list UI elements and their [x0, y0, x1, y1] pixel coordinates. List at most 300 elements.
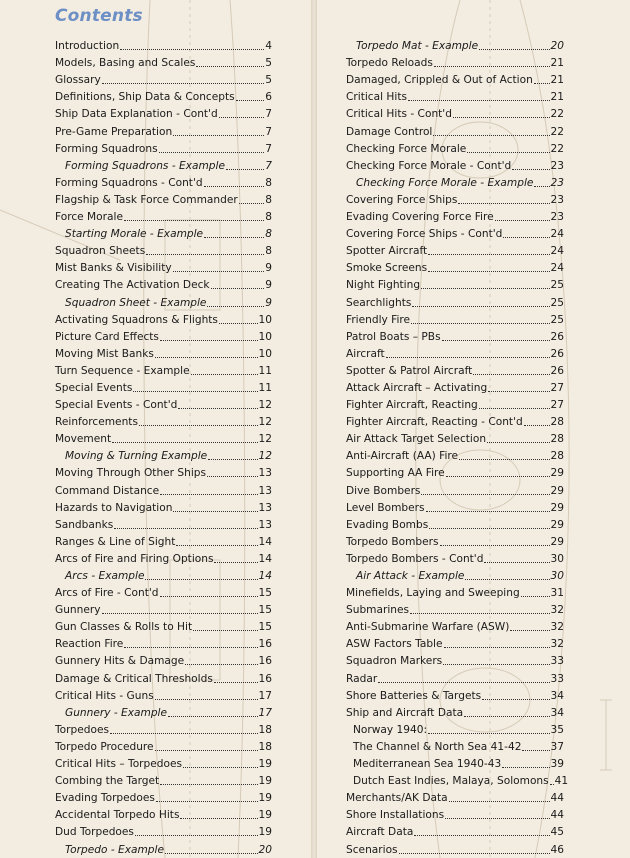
toc-entry[interactable] [55, 378, 272, 395]
toc-entry-title: Forming Squadrons - Example [65, 159, 225, 172]
toc-entry-page: 14 [258, 535, 272, 548]
toc-entry[interactable] [55, 463, 272, 480]
toc-entry-page: 34 [550, 689, 564, 702]
toc-entry-title: Supporting AA Fire [346, 467, 445, 480]
toc-entry-page: 15 [258, 587, 272, 600]
toc-entry-title: Mist Banks & Visibility [55, 262, 172, 275]
toc-entry-title: Critical Hits - Guns [55, 689, 154, 702]
dot-leader [160, 595, 258, 597]
toc-entry[interactable] [55, 839, 272, 856]
toc-entry-page: 14 [258, 570, 272, 582]
toc-entry[interactable] [55, 121, 272, 138]
toc-entry-title: Shore Batteries & Targets [346, 689, 482, 702]
toc-entry-page: 22 [550, 142, 564, 155]
toc-entry[interactable] [55, 480, 272, 497]
toc-entry-title: Critical Hits – Torpedoes [55, 758, 183, 771]
dot-leader [473, 373, 549, 375]
toc-entry[interactable] [346, 515, 564, 532]
toc-entry[interactable] [55, 566, 272, 583]
dot-leader [165, 852, 258, 854]
toc-entry[interactable] [55, 344, 272, 361]
dot-leader [135, 834, 258, 836]
toc-entry-title: Critical Hits [346, 91, 408, 104]
toc-entry[interactable] [55, 532, 272, 549]
toc-entry-page: 26 [550, 347, 564, 360]
toc-entry[interactable] [346, 173, 564, 190]
dot-leader [433, 134, 549, 136]
toc-entry[interactable] [346, 446, 564, 463]
dot-leader [502, 766, 549, 768]
toc-entry-title: Special Events - Cont'd [55, 399, 178, 412]
toc-entry[interactable] [346, 754, 564, 771]
toc-entry-page: 19 [258, 792, 272, 805]
toc-entry-title: Checking Force Morale - Cont'd [346, 159, 512, 172]
toc-entry[interactable] [55, 737, 272, 754]
toc-entry-page: 23 [550, 176, 564, 189]
dot-leader [495, 219, 550, 221]
dot-leader [488, 390, 549, 392]
dot-leader [207, 305, 264, 307]
toc-entry[interactable] [346, 651, 564, 668]
toc-entry-page: 28 [550, 450, 564, 463]
toc-entry-title: Torpedo Bombers [346, 535, 439, 548]
toc-entry[interactable] [55, 634, 272, 651]
toc-entry[interactable] [346, 617, 564, 634]
dot-leader [102, 82, 264, 84]
toc-entry-title: Arcs of Fire - Cont'd [55, 587, 159, 600]
toc-entry[interactable] [55, 446, 272, 463]
toc-entry-title: Force Morale [55, 211, 123, 224]
dot-leader [160, 493, 257, 495]
toc-entry[interactable] [55, 583, 272, 600]
toc-entry-title: Torpedo Bombers - Cont'd [346, 552, 484, 565]
toc-entry[interactable] [346, 121, 564, 138]
dot-leader [444, 646, 550, 648]
toc-entry-page: 15 [258, 604, 272, 617]
toc-entry[interactable] [346, 310, 564, 327]
toc-entry[interactable] [55, 651, 272, 668]
toc-entry[interactable] [55, 754, 272, 771]
toc-entry-title: Command Distance [55, 484, 160, 497]
dot-leader [426, 510, 550, 512]
toc-entry-page: 27 [550, 399, 564, 412]
toc-entry[interactable] [346, 241, 564, 258]
dot-leader [524, 424, 550, 426]
toc-entry-page: 19 [258, 826, 272, 839]
toc-entry[interactable] [346, 822, 564, 839]
dot-leader [155, 749, 258, 751]
toc-entry-title: The Channel & North Sea 41-42 [353, 740, 522, 753]
toc-entry-page: 44 [550, 809, 564, 822]
toc-entry[interactable] [346, 412, 564, 429]
toc-entry[interactable] [346, 207, 564, 224]
toc-entry-page: 25 [550, 279, 564, 292]
toc-entry-page: 8 [265, 211, 272, 224]
toc-entry-page: 13 [258, 501, 272, 514]
toc-entry[interactable] [346, 703, 564, 720]
toc-entry[interactable] [346, 292, 564, 309]
dot-leader [173, 134, 264, 136]
toc-entry-page: 22 [550, 125, 564, 138]
dot-leader [219, 116, 265, 118]
toc-entry[interactable] [55, 156, 272, 173]
toc-entry[interactable] [346, 344, 564, 361]
toc-entry[interactable] [346, 139, 564, 156]
toc-entry-title: Covering Force Ships - Cont'd [346, 228, 503, 241]
dot-leader [173, 270, 265, 272]
toc-entry-page: 17 [258, 689, 272, 702]
toc-entry-title: Glossary [55, 74, 101, 87]
dot-leader [399, 852, 550, 854]
toc-entry-page: 32 [550, 638, 564, 651]
toc-entry[interactable] [55, 703, 272, 720]
toc-entry-page: 14 [258, 552, 272, 565]
toc-entry-title: Ship and Aircraft Data [346, 706, 464, 719]
toc-entry-page: 39 [550, 758, 564, 771]
dot-leader [445, 817, 549, 819]
toc-entry[interactable] [346, 686, 564, 703]
toc-entry-title: Evading Bombs [346, 518, 429, 531]
toc-entry-page: 35 [550, 723, 564, 736]
toc-entry-page: 33 [550, 655, 564, 668]
toc-entry-page: 19 [258, 758, 272, 771]
toc-entry[interactable] [346, 480, 564, 497]
dot-leader [421, 287, 549, 289]
toc-entry-page: 12 [258, 399, 272, 412]
toc-entry-page: 9 [265, 296, 272, 309]
toc-entry-title: Activating Squadrons & Flights [55, 313, 218, 326]
toc-entry-page: 20 [258, 843, 272, 856]
toc-entry-title: Torpedoes [55, 723, 109, 736]
toc-entry-title: Checking Force Morale [346, 142, 467, 155]
toc-entry[interactable] [346, 258, 564, 275]
toc-entry-title: Anti-Aircraft (AA) Fire [346, 450, 459, 463]
dot-leader [465, 578, 549, 580]
toc-entry-page: 12 [258, 433, 272, 446]
toc-entry-title: Gunnery [55, 604, 101, 617]
dot-leader [204, 185, 265, 187]
toc-entry-title: Dutch East Indies, Malaya, Solomons [353, 775, 549, 788]
toc-entry-title: Radar [346, 672, 378, 685]
toc-entry-title: Covering Force Ships [346, 193, 458, 206]
toc-entry[interactable] [55, 617, 272, 634]
dot-leader [459, 458, 549, 460]
toc-entry-title: Merchants/AK Data [346, 792, 448, 805]
dot-leader [193, 629, 257, 631]
toc-entry-page: 13 [258, 467, 272, 480]
toc-entry-page: 7 [265, 142, 272, 155]
toc-entry-title: Smoke Screens [346, 262, 428, 275]
toc-entry[interactable] [55, 104, 272, 121]
toc-entry-title: Gunnery Hits & Damage [55, 655, 185, 668]
toc-entry-title: Fighter Aircraft, Reacting - Cont'd [346, 416, 523, 429]
toc-entry-title: Ranges & Line of Sight [55, 535, 176, 548]
dot-leader [180, 817, 257, 819]
toc-entry[interactable] [346, 87, 564, 104]
toc-entry[interactable] [55, 788, 272, 805]
dot-leader [534, 185, 549, 187]
toc-entry-page: 19 [258, 775, 272, 788]
toc-entry-title: Moving Through Other Ships [55, 467, 207, 480]
toc-entry-page: 13 [258, 518, 272, 531]
toc-entry[interactable] [55, 53, 272, 70]
dot-leader [176, 544, 257, 546]
toc-entry[interactable] [346, 720, 564, 737]
toc-entry-page: 46 [550, 843, 564, 856]
toc-entry-title: Picture Card Effects [55, 330, 159, 343]
toc-entry[interactable] [346, 378, 564, 395]
toc-entry[interactable] [55, 822, 272, 839]
toc-entry[interactable] [346, 532, 564, 549]
toc-entry-title: Gunnery - Example [65, 706, 168, 719]
toc-entry-page: 15 [258, 621, 272, 634]
dot-leader [479, 48, 549, 50]
toc-entry-title: Torpedo Procedure [55, 740, 154, 753]
toc-entry[interactable] [55, 668, 272, 685]
dot-leader [145, 578, 257, 580]
dot-leader [512, 168, 549, 170]
toc-entry[interactable] [55, 771, 272, 788]
dot-leader [226, 168, 264, 170]
dot-leader [428, 270, 549, 272]
toc-entry[interactable] [346, 36, 564, 53]
toc-entry[interactable] [55, 173, 272, 190]
toc-entry[interactable] [55, 275, 272, 292]
toc-entry[interactable] [346, 583, 564, 600]
toc-entry-title: Searchlights [346, 296, 412, 309]
dot-leader [178, 407, 257, 409]
toc-entry-title: Arcs - Example [65, 570, 145, 582]
toc-entry[interactable] [55, 327, 272, 344]
dot-leader [412, 305, 549, 307]
toc-entry[interactable] [346, 805, 564, 822]
toc-entry[interactable] [346, 327, 564, 344]
dot-leader [133, 390, 257, 392]
toc-entry[interactable] [55, 70, 272, 87]
toc-entry[interactable] [346, 549, 564, 566]
toc-entry-title: Accidental Torpedo Hits [55, 809, 180, 822]
toc-entry-page: 12 [258, 416, 272, 429]
dot-leader [173, 510, 257, 512]
dot-leader [114, 527, 257, 529]
toc-entry-page: 11 [258, 381, 272, 394]
toc-entry[interactable] [55, 87, 272, 104]
toc-entry-title: Sandbanks [55, 518, 114, 531]
dot-leader [124, 646, 257, 648]
toc-entry[interactable] [55, 395, 272, 412]
toc-entry-page: 37 [550, 740, 564, 753]
toc-entry[interactable] [55, 207, 272, 224]
toc-entry[interactable] [55, 549, 272, 566]
toc-entry-page: 24 [550, 228, 564, 241]
toc-entry-page: 8 [265, 193, 272, 206]
toc-entry[interactable] [346, 771, 569, 788]
toc-entry-title: Special Events [55, 381, 133, 394]
toc-entry-page: 9 [265, 262, 272, 275]
toc-entry[interactable] [346, 463, 564, 480]
toc-entry-page: 30 [550, 552, 564, 565]
toc-entry-page: 34 [550, 706, 564, 719]
toc-entry-title: Evading Covering Force Fire [346, 211, 494, 224]
toc-entry[interactable] [55, 686, 272, 703]
toc-entry-title: Checking Force Morale - Example [356, 176, 534, 189]
dot-leader [191, 373, 258, 375]
toc-entry-title: Spotter Aircraft [346, 245, 428, 258]
toc-entry[interactable] [346, 737, 564, 754]
toc-entry-title: Pre-Game Preparation [55, 125, 173, 138]
dot-leader [434, 65, 550, 67]
toc-entry-page: 24 [550, 262, 564, 275]
toc-entry-page: 23 [550, 211, 564, 224]
toc-entry-title: Dud Torpedoes [55, 826, 134, 839]
toc-entry[interactable] [346, 361, 564, 378]
toc-entry-title: Hazards to Navigation [55, 501, 173, 514]
dot-leader [146, 253, 264, 255]
toc-entry[interactable] [346, 190, 564, 207]
dot-leader [411, 322, 549, 324]
dot-leader [479, 407, 550, 409]
toc-entry-title: Damage & Critical Thresholds [55, 672, 213, 685]
toc-entry-page: 12 [258, 450, 272, 463]
toc-entry-page: 8 [265, 245, 272, 258]
toc-entry-page: 16 [258, 672, 272, 685]
toc-entry-title: Torpedo Mat - Example [356, 40, 479, 53]
toc-entry[interactable] [55, 515, 272, 532]
toc-entry[interactable] [346, 224, 564, 241]
toc-entry[interactable] [346, 395, 564, 412]
toc-entry-page: 8 [265, 228, 272, 241]
toc-entry-title: Aircraft Data [346, 826, 414, 839]
toc-entry-title: Torpedo Reloads [346, 57, 433, 70]
toc-entry-title: Air Attack - Example [356, 570, 465, 582]
toc-entry[interactable] [346, 53, 564, 70]
toc-entry[interactable] [346, 156, 564, 173]
toc-entry[interactable] [55, 805, 272, 822]
toc-entry[interactable] [346, 70, 564, 87]
dot-leader [168, 715, 258, 717]
dot-leader [522, 749, 549, 751]
dot-leader [124, 219, 264, 221]
toc-entry-title: Scenarios [346, 843, 398, 856]
toc-entry-title: Moving Mist Banks [55, 347, 154, 360]
toc-entry-title: Reinforcements [55, 416, 138, 429]
dot-leader [429, 527, 549, 529]
toc-entry[interactable] [55, 310, 272, 327]
toc-entry[interactable] [55, 498, 272, 515]
toc-entry-title: Combing the Target [55, 775, 160, 788]
dot-leader [236, 99, 265, 101]
dot-leader [214, 681, 258, 683]
toc-entry-page: 21 [550, 74, 564, 87]
toc-entry[interactable] [55, 241, 272, 258]
toc-entry-title: Definitions, Ship Data & Concepts [55, 91, 235, 104]
page-title: Contents [55, 6, 143, 26]
toc-entry[interactable] [55, 139, 272, 156]
toc-entry[interactable] [55, 224, 272, 241]
toc-entry-page: 9 [265, 279, 272, 292]
toc-entry-title: Reaction Fire [55, 638, 124, 651]
toc-entry-page: 18 [258, 740, 272, 753]
toc-entry-page: 13 [258, 484, 272, 497]
dot-leader [185, 663, 257, 665]
toc-entry-page: 28 [550, 416, 564, 429]
toc-entry[interactable] [55, 292, 272, 309]
toc-entry[interactable] [346, 634, 564, 651]
toc-entry-title: Introduction [55, 40, 120, 53]
toc-entry-page: 32 [550, 621, 564, 634]
dot-leader [458, 202, 549, 204]
dot-leader [453, 116, 550, 118]
dot-leader [160, 783, 257, 785]
toc-entry-page: 22 [550, 108, 564, 121]
toc-entry-page: 4 [265, 40, 272, 53]
toc-entry[interactable] [346, 668, 564, 685]
toc-entry-page: 10 [258, 347, 272, 360]
toc-entry-title: Damaged, Crippled & Out of Action [346, 74, 533, 87]
toc-entry-title: Starting Morale - Example [65, 228, 204, 241]
toc-entry-title: Fighter Aircraft, Reacting [346, 399, 478, 412]
toc-right-column [346, 36, 569, 857]
toc-entry[interactable] [346, 275, 564, 292]
toc-entry[interactable] [346, 839, 564, 856]
dot-leader [159, 151, 265, 153]
dot-leader [155, 356, 258, 358]
dot-leader [102, 612, 258, 614]
dot-leader [421, 493, 549, 495]
toc-entry[interactable] [346, 788, 564, 805]
toc-entry-page: 29 [550, 501, 564, 514]
toc-entry-page: 10 [258, 330, 272, 343]
toc-entry[interactable] [346, 600, 564, 617]
toc-entry-page: 28 [550, 433, 564, 446]
toc-entry-page: 7 [265, 159, 272, 172]
dot-leader [120, 48, 264, 50]
toc-entry-page: 7 [265, 125, 272, 138]
toc-left-column [55, 36, 272, 857]
toc-entry[interactable] [346, 104, 564, 121]
toc-entry[interactable] [346, 498, 564, 515]
toc-entry[interactable] [55, 258, 272, 275]
dot-leader [219, 322, 258, 324]
toc-entry[interactable] [55, 600, 272, 617]
dot-leader [467, 151, 549, 153]
dot-leader [464, 715, 549, 717]
toc-entry-page: 26 [550, 330, 564, 343]
toc-entry[interactable] [346, 566, 564, 583]
dot-leader [510, 629, 549, 631]
toc-entry[interactable] [55, 412, 272, 429]
toc-entry-title: Mediterranean Sea 1940-43 [353, 758, 502, 771]
dot-leader [211, 287, 265, 289]
toc-entry[interactable] [55, 190, 272, 207]
toc-entry-title: Torpedo - Example [65, 843, 164, 856]
toc-entry-page: 33 [550, 672, 564, 685]
toc-entry-page: 18 [258, 723, 272, 736]
toc-entry-title: Anti-Submarine Warfare (ASW) [346, 621, 510, 634]
dot-leader [443, 663, 549, 665]
dot-leader [386, 356, 550, 358]
toc-entry-page: 5 [265, 74, 272, 87]
toc-entry-title: Norway 1940: [353, 723, 428, 736]
dot-leader [408, 99, 550, 101]
toc-entry[interactable] [55, 429, 272, 446]
toc-entry-title: Friendly Fire [346, 313, 411, 326]
toc-entry[interactable] [346, 429, 564, 446]
toc-entry[interactable] [55, 361, 272, 378]
toc-entry[interactable] [55, 36, 272, 53]
toc-entry[interactable] [55, 720, 272, 737]
toc-entry-title: Moving & Turning Example [65, 450, 208, 463]
